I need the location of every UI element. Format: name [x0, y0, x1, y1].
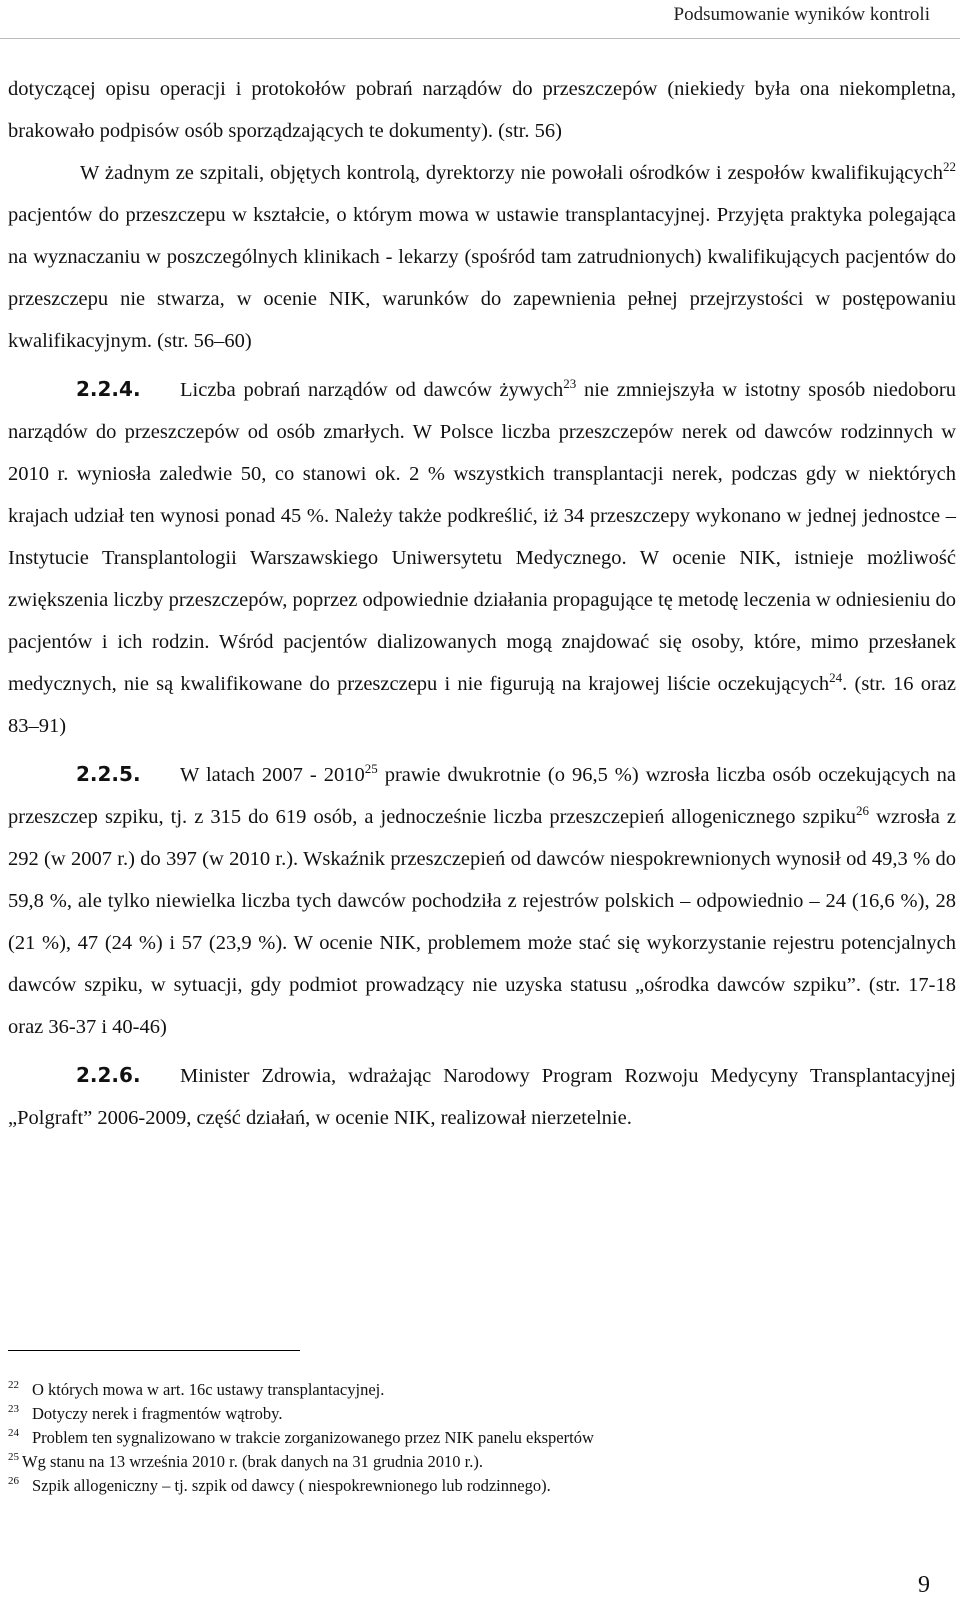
footnote [8, 1474, 938, 1498]
footnote-ref-23: 23 [563, 376, 577, 392]
body-text [8, 68, 956, 1139]
footnote-number: 23 [8, 1403, 19, 1415]
footnote-number: 25 [8, 1451, 19, 1463]
paragraph-continuation: dotyczącej opisu operacji i protokołów pobrań narządów do przeszczepów (niekiedy była ona niekompletna, brakowało podpisów osób sporządzających te dokumenty). (str. 56) [8, 78, 956, 142]
section-number: 2.2.6. [76, 1063, 141, 1087]
footnote-ref-25: 25 [364, 761, 378, 777]
footnote [8, 1450, 938, 1474]
footnote-text: Problem ten sygnalizowano w trakcie zorganizowanego przez NIK panelu ekspertów [32, 1428, 594, 1447]
footnote [8, 1378, 938, 1402]
footnote-text: Wg stanu na 13 września 2010 r. (brak danych na 31 grudnia 2010 r.). [22, 1452, 483, 1471]
text-run: nie zmniejszyła w istotny sposób niedoboru narządów do przeszczepów od osób zmarłych. W Polsce liczba przeszczepów nerek od dawców rodzinnych w 2010 r. wyniosła zaledwie 50, co stanowi ok. 2 % wszystkich transplantacji nerek, podczas gdy w niektórych krajach udział ten wynosi ponad 45 %. Należy także podkreślić, iż 34 przeszczepy wykonano w jednej jednostce – Instytucie Transplantologii Warszawskiego Uniwersytetu Medycznego. W ocenie NIK, istnieje możliwość zwiększenia liczby przeszczepów, poprzez odpowiednie działania propagujące tę metodę leczenia w odniesieniu do pacjentów i ich rodzin. Wśród pacjentów dializowanych mogą znajdować się osoby, które, mimo przesłanek medycznych, nie są kwalifikowane do przeszczepu i nie figurują na krajowej liście oczekujących [8, 379, 956, 695]
text-run: prawie dwukrotnie (o 96,5 %) wzrosła liczba osób oczekujących na przeszczep szpiku, tj. z 315 do 619 osób, a jednocześnie liczba przeszczepień allogenicznego szpiku [8, 764, 956, 828]
footnote-ref-24: 24 [829, 670, 843, 686]
text-run: . (str. 16 oraz 83–91) [8, 673, 956, 737]
section-number: 2.2.4. [76, 377, 141, 401]
footnote-text: Dotyczy nerek i fragmentów wątroby. [32, 1404, 283, 1423]
text-run: pacjentów do przeszczepu w kształcie, o którym mowa w ustawie transplantacyjnej. Przyjęta praktyka polegająca na wyznaczaniu w poszczególnych klinikach - lekarzy (spośród tam zatrudnionych) kwalifikujących pacjentów do przeszczepu nie stwarza, w ocenie NIK, warunków do zapewnienia pełnej przejrzystości w postępowaniu kwalifikacyjnym. (str. 56–60) [8, 204, 956, 352]
text-run: Liczba pobrań narządów od dawców żywych [180, 379, 564, 401]
section-2-2-4 [8, 368, 956, 747]
footnote-text: O których mowa w art. 16c ustawy transplantacyjnej. [32, 1380, 385, 1399]
section-2-2-6 [8, 1054, 956, 1139]
paragraph-qualification [8, 152, 956, 362]
section-number: 2.2.5. [76, 762, 141, 786]
text-run: W żadnym ze szpitali, objętych kontrolą, dyrektorzy nie powołali ośrodków i zespołów kwalifikujących [80, 162, 943, 184]
footnote [8, 1426, 938, 1450]
footnote-separator [8, 1350, 300, 1351]
text-run: Minister Zdrowia, wdrażając Narodowy Program Rozwoju Medycyny Transplantacyjnej „Polgraft” 2006-2009, część działań, w ocenie NIK, realizował nierzetelnie. [8, 1065, 956, 1129]
header-divider [0, 38, 960, 39]
footnote-number: 22 [8, 1379, 19, 1391]
footnote-number: 24 [8, 1427, 19, 1439]
footnote-text: Szpik allogeniczny – tj. szpik od dawcy ( niespokrewnionego lub rodzinnego). [32, 1476, 551, 1495]
footnote-ref-22: 22 [943, 159, 956, 175]
text-run: wzrosła z 292 (w 2007 r.) do 397 (w 2010 r.). Wskaźnik przeszczepień od dawców niespokrewnionych wynosił od 49,3 % do 59,8 %, ale tylko niewielka liczba tych dawców pochodziła z rejestrów polskich – odpowiednio – 24 (16,6 %), 28 (21 %), 47 (24 %) i 57 (23,9 %). W ocenie NIK, problemem może stać się wykorzystanie rejestru potencjalnych dawców szpiku, w sytuacji, gdy podmiot prowadzący nie uzyska statusu „ośrodka dawców szpiku”. (str. 17-18 oraz 36-37 i 40-46) [8, 806, 956, 1038]
page-number: 9 [918, 1572, 930, 1598]
footnote-ref-26: 26 [856, 803, 870, 819]
footnote [8, 1402, 938, 1426]
page-header: Podsumowanie wyników kontroli [673, 4, 930, 25]
footnotes [8, 1378, 938, 1498]
footnote-number: 26 [8, 1475, 19, 1487]
text-run: W latach 2007 - 2010 [180, 764, 365, 786]
section-2-2-5 [8, 753, 956, 1048]
